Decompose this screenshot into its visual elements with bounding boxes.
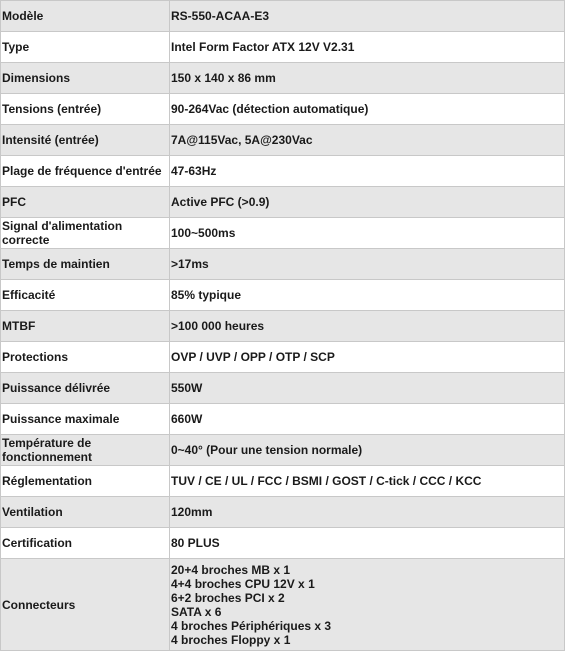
spec-value	[170, 280, 565, 311]
spec-value-line: 120mm	[171, 505, 213, 519]
spec-value-line: 660W	[171, 412, 203, 426]
spec-row	[1, 373, 565, 404]
spec-row	[1, 497, 565, 528]
spec-label: MTBF	[1, 311, 170, 342]
spec-value	[170, 435, 565, 466]
spec-label: Ventilation	[1, 497, 170, 528]
spec-value	[170, 528, 565, 559]
spec-value-line: SATA x 6	[171, 604, 222, 619]
spec-value	[170, 156, 565, 187]
spec-row	[1, 63, 565, 94]
spec-value-line: 85% typique	[171, 288, 242, 302]
spec-value-line: 4 broches Floppy x 1	[171, 632, 291, 647]
spec-row	[1, 1, 565, 32]
spec-value	[170, 125, 565, 156]
spec-value-line: 0~40° (Pour une tension normale)	[171, 443, 363, 457]
spec-row	[1, 218, 565, 249]
spec-label: Température de fonctionnement	[1, 435, 170, 466]
spec-row	[1, 94, 565, 125]
spec-value-line: 550W	[171, 381, 203, 395]
spec-value	[170, 249, 565, 280]
spec-value	[170, 404, 565, 435]
spec-label: Connecteurs	[1, 559, 170, 651]
spec-row	[1, 404, 565, 435]
spec-value	[170, 373, 565, 404]
spec-value-line: OVP / UVP / OPP / OTP / SCP	[171, 350, 335, 364]
spec-value-line: >100 000 heures	[171, 319, 265, 333]
spec-row	[1, 311, 565, 342]
spec-row	[1, 435, 565, 466]
spec-row	[1, 466, 565, 497]
spec-row	[1, 156, 565, 187]
spec-row	[1, 32, 565, 63]
spec-label: Certification	[1, 528, 170, 559]
spec-value-line: Active PFC (>0.9)	[171, 195, 270, 209]
spec-label: Temps de maintien	[1, 249, 170, 280]
spec-label: Type	[1, 32, 170, 63]
spec-row	[1, 187, 565, 218]
spec-value-line: 100~500ms	[171, 226, 236, 240]
spec-value	[170, 559, 565, 651]
spec-label: Réglementation	[1, 466, 170, 497]
spec-value-line: 7A@115Vac, 5A@230Vac	[171, 133, 313, 147]
spec-value-line: 150 x 140 x 86 mm	[171, 71, 276, 85]
spec-label: Dimensions	[1, 63, 170, 94]
spec-row	[1, 249, 565, 280]
spec-label: PFC	[1, 187, 170, 218]
spec-row	[1, 559, 565, 651]
spec-row	[1, 280, 565, 311]
spec-value	[170, 1, 565, 32]
spec-value	[170, 63, 565, 94]
spec-row	[1, 342, 565, 373]
spec-table-body	[1, 1, 565, 651]
spec-value-line: 90-264Vac (détection automatique)	[171, 102, 369, 116]
spec-value	[170, 187, 565, 218]
spec-value-line: >17ms	[171, 257, 209, 271]
spec-value	[170, 94, 565, 125]
spec-value	[170, 32, 565, 63]
spec-value-line: 80 PLUS	[171, 536, 220, 550]
spec-value	[170, 466, 565, 497]
spec-label: Puissance délivrée	[1, 373, 170, 404]
spec-label: Protections	[1, 342, 170, 373]
spec-value-line: 6+2 broches PCI x 2	[171, 590, 285, 605]
spec-value	[170, 342, 565, 373]
spec-row	[1, 125, 565, 156]
spec-value-line: 4 broches Périphériques x 3	[171, 618, 332, 633]
spec-value-line: 4+4 broches CPU 12V x 1	[171, 576, 315, 591]
spec-label: Modèle	[1, 1, 170, 32]
spec-label: Efficacité	[1, 280, 170, 311]
spec-value	[170, 218, 565, 249]
spec-value-line: TUV / CE / UL / FCC / BSMI / GOST / C-tick / CCC / KCC	[171, 474, 482, 488]
spec-label: Tensions (entrée)	[1, 94, 170, 125]
spec-value-line: 47-63Hz	[171, 164, 217, 178]
spec-label: Puissance maximale	[1, 404, 170, 435]
spec-row	[1, 528, 565, 559]
spec-value	[170, 497, 565, 528]
spec-value-line: RS-550-ACAA-E3	[171, 9, 270, 23]
spec-value-line: Intel Form Factor ATX 12V V2.31	[171, 40, 355, 54]
spec-value	[170, 311, 565, 342]
spec-label: Intensité (entrée)	[1, 125, 170, 156]
spec-value-line: 20+4 broches MB x 1	[171, 562, 291, 577]
spec-label: Plage de fréquence d'entrée	[1, 156, 170, 187]
spec-label: Signal d'alimentation correcte	[1, 218, 170, 249]
